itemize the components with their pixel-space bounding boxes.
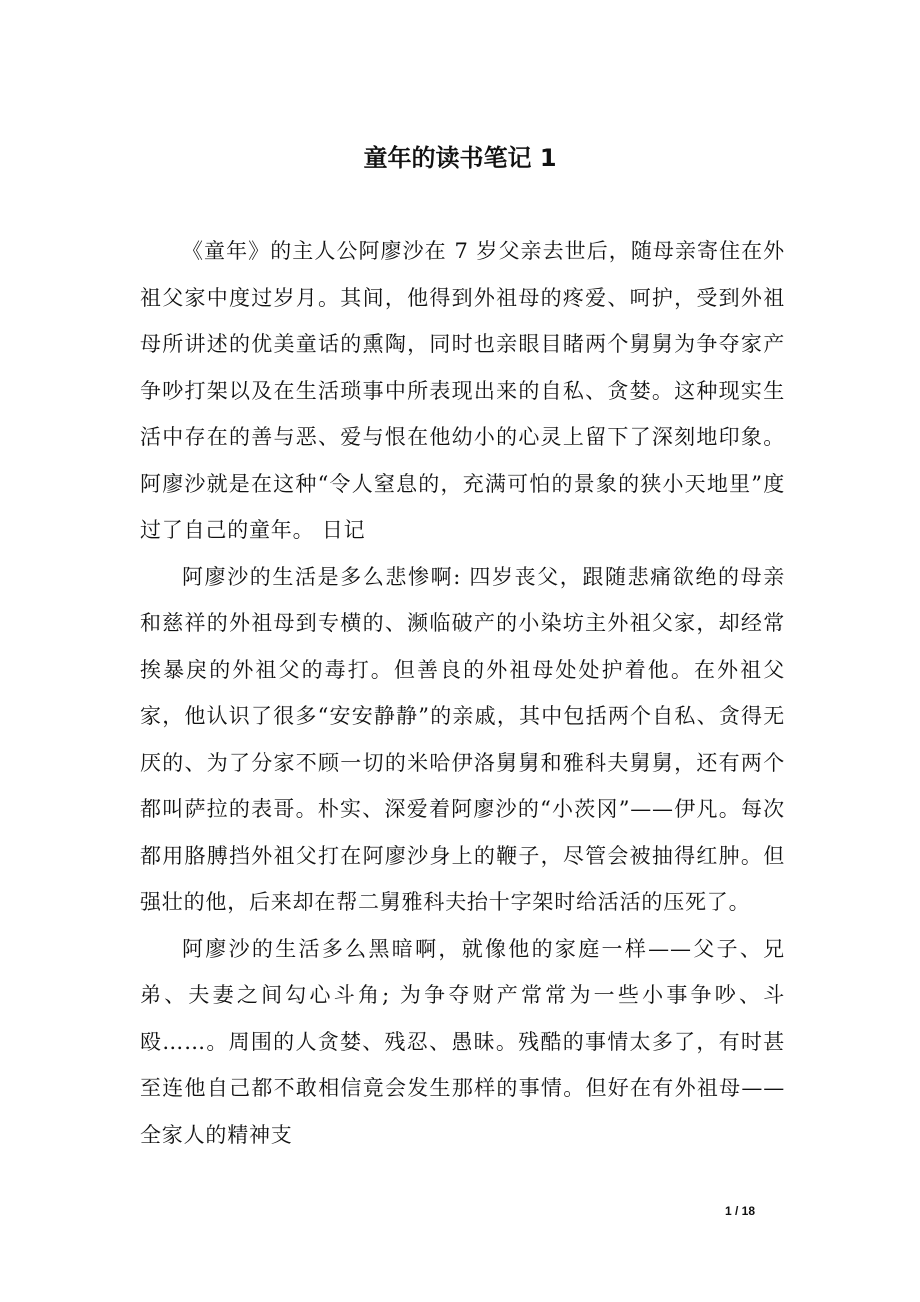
document-title: 童年的读书笔记 1 <box>363 144 557 172</box>
page-number: 1 / 18 <box>724 1204 756 1218</box>
document-body <box>140 228 785 1158</box>
paragraph-2: 阿廖沙的生活是多么悲惨啊: 四岁丧父，跟随悲痛欲绝的母亲和慈祥的外祖母到专横的、濒临破产的小染坊主外祖父家，却经常挨暴戾的外祖父的毒打。但善良的外祖母处处护着他。在外祖父家，他认识了很多“安安静静”的亲戚，其中包括两个自私、贪得无厌的、为了分家不顾一切的米哈伊洛舅舅和雅科夫舅舅，还有两个都叫萨拉的表哥。朴实、深爱着阿廖沙的“小茨冈”——伊凡。每次都用胳膊挡外祖父打在阿廖沙身上的鞭子，尽管会被抽得红肿。但强壮的他，后来却在帮二舅雅科夫抬十字架时给活活的压死了。 <box>140 564 785 914</box>
paragraph-1: 《童年》的主人公阿廖沙在 7 岁父亲去世后，随母亲寄住在外祖父家中度过岁月。其间，他得到外祖母的疼爱、呵护，受到外祖母所讲述的优美童话的熏陶，同时也亲眼目睹两个舅舅为争夺家产争吵打架以及在生活琐事中所表现出来的自私、贪婪。这种现实生活中存在的善与恶、爱与恨在他幼小的心灵上留下了深刻地印象。阿廖沙就是在这种“令人窒息的，充满可怕的景象的狭小天地里”度过了自己的童年。 日记 <box>140 239 785 542</box>
paragraph-3: 阿廖沙的生活多么黑暗啊，就像他的家庭一样——父子、兄弟、夫妻之间勾心斗角; 为争夺财产常常为一些小事争吵、斗殴……。周围的人贪婪、残忍、愚昧。残酷的事情太多了，有时甚至连他自己都不敢相信竟会发生那样的事情。但好在有外祖母——全家人的精神支 <box>140 936 785 1147</box>
